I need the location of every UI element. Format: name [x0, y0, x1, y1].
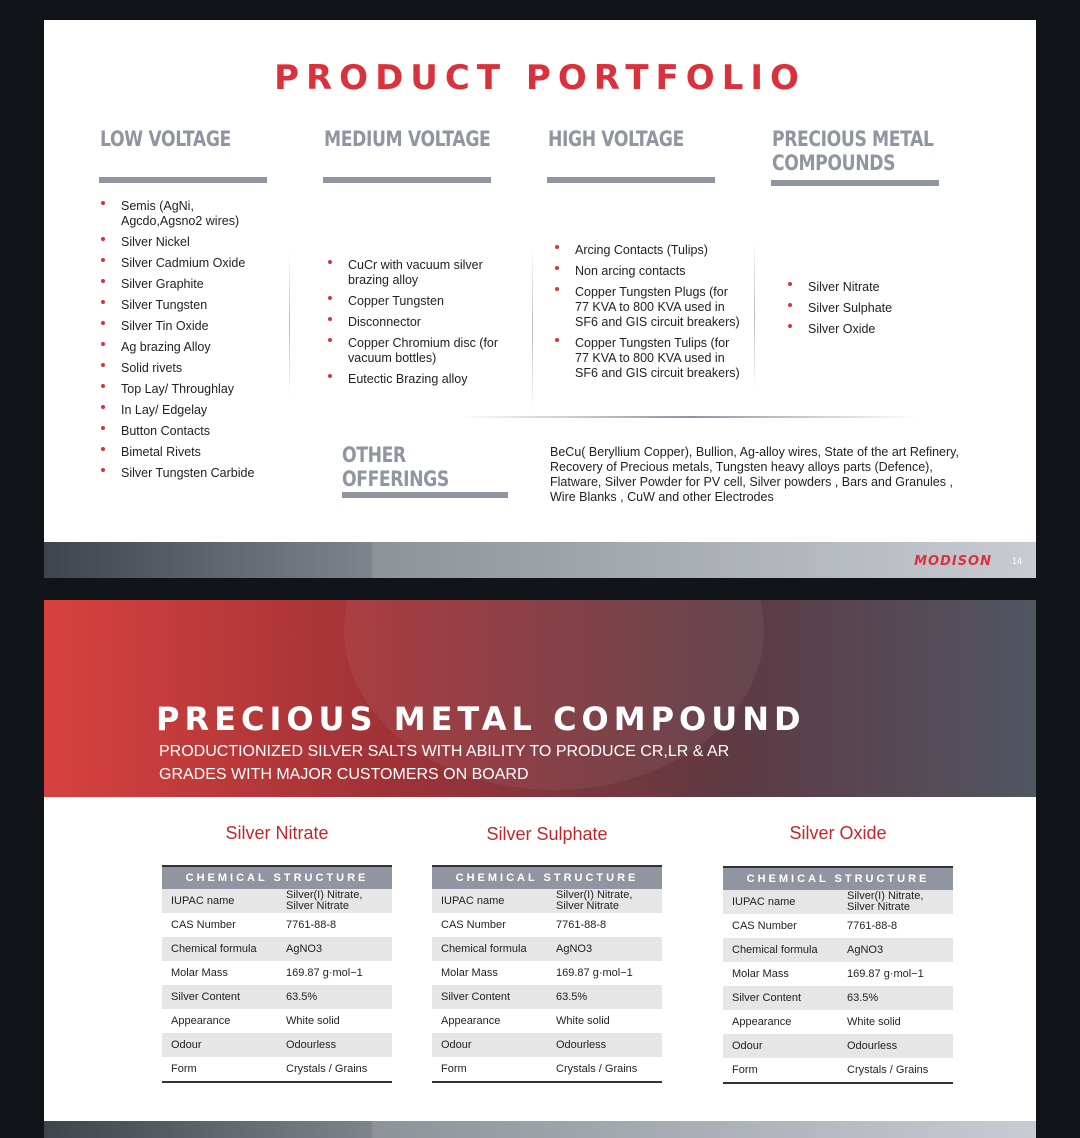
- table-row: [162, 889, 392, 913]
- list-item: Top Lay/ Throughlay: [99, 382, 269, 397]
- table-row: [162, 961, 392, 985]
- property-label: Form: [162, 1057, 286, 1082]
- property-label: Molar Mass: [432, 961, 556, 985]
- list-item: Silver Oxide: [786, 322, 956, 337]
- property-label: Odour: [162, 1033, 286, 1057]
- property-value: Silver(I) Nitrate, Silver Nitrate: [847, 890, 953, 914]
- list-item: Silver Tungsten Carbide: [99, 466, 269, 481]
- table-header: CHEMICAL STRUCTURE: [723, 867, 953, 890]
- title-banner: [44, 600, 1036, 797]
- property-label: Chemical formula: [162, 937, 286, 961]
- other-offerings-text: BeCu( Beryllium Copper), Bullion, Ag-alloy wires, State of the art Refinery, Recovery of Precious metals, Tungsten heavy alloys parts (Defence), Flatware, Silver Powder for PV cell, Silver powders , Bars and Granules , Wire Blanks , CuW and other Electrodes: [550, 445, 959, 504]
- table-row: [723, 962, 953, 986]
- list-item: Silver Tungsten: [99, 298, 269, 313]
- list-item: Arcing Contacts (Tulips): [553, 243, 743, 258]
- table-row: [162, 913, 392, 937]
- compound-title-silver-sulphate: Silver Sulphate: [486, 824, 608, 844]
- property-value: 63.5%: [556, 985, 662, 1009]
- column-divider: [532, 245, 533, 415]
- page-number: 14: [1011, 556, 1022, 566]
- heading-underline: [771, 180, 939, 186]
- table-row: [723, 938, 953, 962]
- list-item: Silver Sulphate: [786, 301, 956, 316]
- table-row: [162, 1009, 392, 1033]
- property-value: AgNO3: [556, 937, 662, 961]
- list-item: Copper Tungsten Tulips (for 77 KVA to 800 KVA used in SF6 and GIS circuit breakers): [553, 336, 743, 381]
- column-heading-precious-metal-compounds: PRECIOUS METAL COMPOUNDS: [772, 127, 934, 175]
- property-label: Appearance: [162, 1009, 286, 1033]
- column-divider: [754, 240, 755, 390]
- table-row: [723, 1034, 953, 1058]
- list-item: Silver Tin Oxide: [99, 319, 269, 334]
- table-row: [432, 913, 662, 937]
- property-label: Chemical formula: [432, 937, 556, 961]
- property-value: Crystals / Grains: [847, 1058, 953, 1083]
- property-label: CAS Number: [162, 913, 286, 937]
- column-divider: [289, 250, 290, 400]
- property-value: AgNO3: [286, 937, 392, 961]
- slide-title: PRECIOUS METAL COMPOUND: [156, 700, 806, 738]
- section-divider: [459, 416, 919, 418]
- chemical-structure-table-silver-sulphate: [432, 865, 662, 1083]
- list-item: Disconnector: [326, 315, 516, 330]
- property-value: White solid: [847, 1010, 953, 1034]
- property-value: 169.87 g·mol−1: [286, 961, 392, 985]
- column-heading-high-voltage: HIGH VOLTAGE: [548, 127, 684, 151]
- property-value: 169.87 g·mol−1: [556, 961, 662, 985]
- list-item: Silver Cadmium Oxide: [99, 256, 269, 271]
- property-label: Form: [432, 1057, 556, 1082]
- property-label: Odour: [723, 1034, 847, 1058]
- table-row: [723, 914, 953, 938]
- brand-logo: MODISON: [914, 554, 992, 569]
- list-item: Copper Tungsten Plugs (for 77 KVA to 800 KVA used in SF6 and GIS circuit breakers): [553, 285, 743, 330]
- table-row: [162, 985, 392, 1009]
- list-item: Silver Nitrate: [786, 280, 956, 295]
- property-value: Crystals / Grains: [556, 1057, 662, 1082]
- list-item: CuCr with vacuum silver brazing alloy: [326, 258, 516, 288]
- table-row: [432, 889, 662, 913]
- list-item: Bimetal Rivets: [99, 445, 269, 460]
- column-heading-medium-voltage: MEDIUM VOLTAGE: [324, 127, 491, 151]
- property-label: Appearance: [432, 1009, 556, 1033]
- list-item: Copper Tungsten: [326, 294, 516, 309]
- property-value: Silver(I) Nitrate, Silver Nitrate: [286, 889, 392, 913]
- other-offerings-heading: OTHER OFFERINGS: [342, 443, 449, 491]
- list-item: Ag brazing Alloy: [99, 340, 269, 355]
- table-header: CHEMICAL STRUCTURE: [162, 866, 392, 889]
- property-value: Odourless: [847, 1034, 953, 1058]
- list-item: Button Contacts: [99, 424, 269, 439]
- slide-title: PRODUCT PORTFOLIO: [274, 58, 806, 98]
- property-value: 63.5%: [286, 985, 392, 1009]
- property-label: Odour: [432, 1033, 556, 1057]
- table-row: [432, 1033, 662, 1057]
- table-row: [723, 986, 953, 1010]
- list-item: Solid rivets: [99, 361, 269, 376]
- list-item: Semis (AgNi, Agcdo,Agsno2 wires): [99, 199, 269, 229]
- heading-underline: [323, 177, 491, 183]
- table-row: [162, 1033, 392, 1057]
- property-label: IUPAC name: [162, 889, 286, 913]
- footer-shade: [44, 1121, 372, 1138]
- table-row: [162, 1057, 392, 1082]
- property-value: White solid: [556, 1009, 662, 1033]
- property-value: 63.5%: [847, 986, 953, 1010]
- heading-underline: [342, 492, 508, 498]
- table-row: [432, 985, 662, 1009]
- table-row: [723, 1058, 953, 1083]
- medium-voltage-list: [326, 258, 516, 393]
- property-value: Crystals / Grains: [286, 1057, 392, 1082]
- property-value: 169.87 g·mol−1: [847, 962, 953, 986]
- property-value: White solid: [286, 1009, 392, 1033]
- property-label: Molar Mass: [162, 961, 286, 985]
- table-header: CHEMICAL STRUCTURE: [432, 866, 662, 889]
- property-value: Silver(I) Nitrate, Silver Nitrate: [556, 889, 662, 913]
- slide-footer: [44, 542, 1036, 578]
- property-value: Odourless: [556, 1033, 662, 1057]
- slide-subtitle: PRODUCTIONIZED SILVER SALTS WITH ABILITY TO PRODUCE CR,LR & AR GRADES WITH MAJOR CUSTOMERS ON BOARD: [159, 743, 730, 783]
- property-label: Silver Content: [432, 985, 556, 1009]
- high-voltage-list: [553, 243, 743, 387]
- list-item: Copper Chromium disc (for vacuum bottles): [326, 336, 516, 366]
- table-row: [432, 937, 662, 961]
- property-label: CAS Number: [723, 914, 847, 938]
- property-label: Chemical formula: [723, 938, 847, 962]
- property-value: 7761-88-8: [286, 913, 392, 937]
- property-label: Silver Content: [723, 986, 847, 1010]
- low-voltage-list: [99, 199, 269, 487]
- column-heading-low-voltage: LOW VOLTAGE: [100, 127, 231, 151]
- property-label: Form: [723, 1058, 847, 1083]
- table-row: [432, 1057, 662, 1082]
- list-item: In Lay/ Edgelay: [99, 403, 269, 418]
- property-value: 7761-88-8: [847, 914, 953, 938]
- compound-title-silver-nitrate: Silver Nitrate: [225, 823, 329, 843]
- property-label: Molar Mass: [723, 962, 847, 986]
- property-label: Silver Content: [162, 985, 286, 1009]
- property-label: CAS Number: [432, 913, 556, 937]
- precious-metal-compound-slide: [44, 600, 1036, 1138]
- table-row: [162, 937, 392, 961]
- table-row: [723, 890, 953, 914]
- product-portfolio-slide: [44, 20, 1036, 578]
- chemical-structure-table-silver-nitrate: [162, 865, 392, 1083]
- property-value: AgNO3: [847, 938, 953, 962]
- property-label: IUPAC name: [432, 889, 556, 913]
- compound-title-silver-oxide: Silver Oxide: [789, 823, 887, 843]
- list-item: Eutectic Brazing alloy: [326, 372, 516, 387]
- list-item: Non arcing contacts: [553, 264, 743, 279]
- list-item: Silver Nickel: [99, 235, 269, 250]
- table-row: [432, 961, 662, 985]
- property-label: Appearance: [723, 1010, 847, 1034]
- slide-footer: [44, 1121, 1036, 1138]
- heading-underline: [547, 177, 715, 183]
- chemical-structure-table-silver-oxide: [723, 866, 953, 1084]
- footer-shade: [44, 542, 372, 578]
- property-label: IUPAC name: [723, 890, 847, 914]
- table-row: [432, 1009, 662, 1033]
- list-item: Silver Graphite: [99, 277, 269, 292]
- property-value: 7761-88-8: [556, 913, 662, 937]
- property-value: Odourless: [286, 1033, 392, 1057]
- heading-underline: [99, 177, 267, 183]
- table-row: [723, 1010, 953, 1034]
- precious-metal-compounds-list: [786, 280, 956, 343]
